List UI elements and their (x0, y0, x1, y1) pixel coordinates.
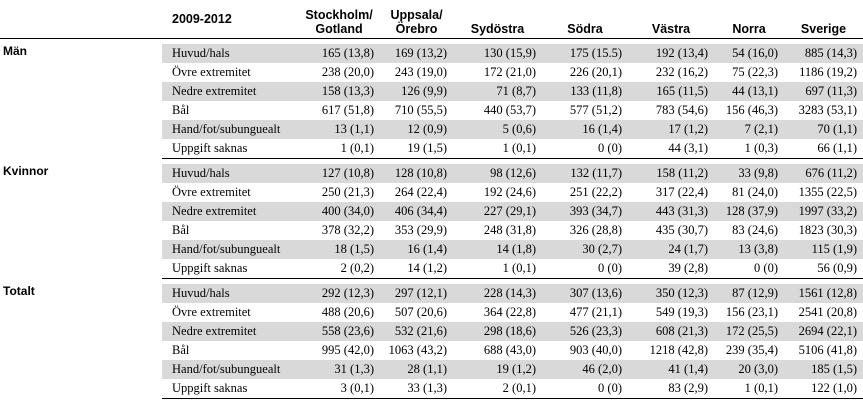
group-label: Män (3, 44, 27, 58)
value-cell: 1823 (30,3) (798, 223, 857, 237)
value-cell: 165 (11,5) (628, 82, 714, 101)
value-cell: 228 (14,3) (453, 284, 542, 303)
value-cell: 18 (1,5) (298, 240, 380, 259)
value-cell: 617 (51,8) (321, 103, 374, 117)
value-cell: 353 (29,9) (394, 223, 447, 237)
row-label: Uppgift saknas (162, 259, 298, 278)
value-cell: 5106 (41,8) (798, 343, 857, 357)
value-cell: 46 (2,0) (542, 360, 628, 379)
value-cell: 14 (1,2) (380, 259, 453, 278)
value-cell: 239 (35,4) (725, 343, 778, 357)
region-header: Västra (651, 21, 691, 36)
value-cell: 19 (1,2) (453, 360, 542, 379)
value-cell: 158 (13,3) (298, 82, 380, 101)
value-cell: 250 (21,3) (321, 185, 374, 199)
value-cell: 435 (30,7) (655, 223, 708, 237)
corner-cell (0, 0, 162, 38)
value-cell: 132 (11,7) (542, 164, 628, 183)
value-cell: 364 (22,8) (483, 305, 536, 319)
value-cell: 126 (9,9) (380, 82, 453, 101)
value-cell: 7 (2,1) (714, 120, 784, 139)
value-cell: 13 (1,1) (298, 120, 380, 139)
value-cell: 20 (3,0) (714, 360, 784, 379)
value-cell: 1 (0,1) (714, 379, 784, 398)
region-header: Sverige (800, 21, 847, 36)
value-cell: 443 (31,3) (628, 202, 714, 221)
row-label: Hand/fot/subunguealt (162, 360, 298, 379)
value-cell: 56 (0,9) (784, 259, 863, 278)
value-cell: 44 (13,1) (714, 82, 784, 101)
value-cell: 251 (22,2) (569, 185, 622, 199)
value-cell: 165 (13,8) (298, 44, 380, 63)
table-row (0, 284, 863, 303)
value-cell: 156 (23,1) (725, 305, 778, 319)
row-label: Huvud/hals (162, 44, 298, 63)
value-cell: 1186 (19,2) (799, 65, 857, 79)
value-cell: 98 (12,6) (453, 164, 542, 183)
row-label: Hand/fot/subunguealt (162, 120, 298, 139)
value-cell: 326 (28,8) (569, 223, 622, 237)
value-cell: 5 (0,6) (453, 120, 542, 139)
region-header: Norra (732, 21, 766, 36)
value-cell: 0 (0) (542, 379, 628, 398)
group-label: Kvinnor (3, 164, 49, 178)
value-cell: 549 (19,3) (655, 305, 708, 319)
value-cell: 1 (0,1) (298, 139, 380, 158)
value-cell: 532 (21,6) (380, 322, 453, 341)
value-cell: 297 (12,1) (380, 284, 453, 303)
value-cell: 1218 (42,8) (649, 343, 708, 357)
value-cell: 0 (0) (542, 139, 628, 158)
value-cell: 87 (12,9) (714, 284, 784, 303)
value-cell: 44 (3,1) (628, 139, 714, 158)
value-cell: 3283 (53,1) (798, 103, 857, 117)
value-cell: 17 (1,2) (628, 120, 714, 139)
value-cell: 507 (20,6) (394, 305, 447, 319)
value-cell: 697 (11,3) (784, 82, 863, 101)
value-cell: 16 (1,4) (542, 120, 628, 139)
group-label: Totalt (3, 284, 35, 298)
value-cell: 688 (43,0) (483, 343, 536, 357)
value-cell: 192 (24,6) (483, 185, 536, 199)
value-cell: 676 (11,2) (784, 164, 863, 183)
value-cell: 1 (0,1) (453, 259, 542, 278)
value-cell: 2 (0,2) (298, 259, 380, 278)
row-label: Bål (172, 223, 190, 237)
value-cell: 185 (1,5) (784, 360, 863, 379)
value-cell: 31 (1,3) (298, 360, 380, 379)
value-cell: 16 (1,4) (380, 240, 453, 259)
row-label: Nedre extremitet (162, 202, 298, 221)
value-cell: 122 (1,0) (784, 379, 863, 398)
value-cell: 130 (15,9) (453, 44, 542, 63)
value-cell: 226 (20,1) (569, 65, 622, 79)
value-cell: 1 (0,3) (714, 139, 784, 158)
value-cell: 192 (13,4) (628, 44, 714, 63)
value-cell: 227 (29,1) (453, 202, 542, 221)
value-cell: 54 (16,0) (714, 44, 784, 63)
value-cell: 128 (10,8) (380, 164, 453, 183)
value-cell: 2694 (22,1) (784, 322, 863, 341)
region-header: Sydöstra (470, 21, 525, 36)
value-cell: 350 (12,3) (628, 284, 714, 303)
region-header: Södra (567, 21, 603, 36)
region-header: Uppsala/ Örebro (390, 7, 443, 36)
period-header: 2009-2012 (172, 11, 232, 26)
value-cell: 577 (51,2) (569, 103, 622, 117)
value-cell: 477 (21,1) (569, 305, 622, 319)
value-cell: 175 (15.5) (542, 44, 628, 63)
value-cell: 232 (16,2) (655, 65, 708, 79)
value-cell: 33 (1,3) (380, 379, 453, 398)
value-cell: 558 (23,6) (298, 322, 380, 341)
value-cell: 127 (10,8) (298, 164, 380, 183)
value-cell: 243 (19,0) (394, 65, 447, 79)
value-cell: 317 (22,4) (655, 185, 708, 199)
value-cell: 172 (21,0) (483, 65, 536, 79)
row-label: Bål (172, 103, 190, 117)
value-cell: 903 (40,0) (569, 343, 622, 357)
value-cell: 156 (46,3) (725, 103, 778, 117)
value-cell: 115 (1,9) (784, 240, 863, 259)
value-cell: 526 (23,3) (542, 322, 628, 341)
value-cell: 83 (24,6) (732, 223, 778, 237)
value-cell: 238 (20,0) (321, 65, 374, 79)
value-cell: 13 (3,8) (714, 240, 784, 259)
value-cell: 3 (0,1) (298, 379, 380, 398)
value-cell: 608 (21,3) (628, 322, 714, 341)
value-cell: 169 (13,2) (380, 44, 453, 63)
value-cell: 298 (18,6) (453, 322, 542, 341)
value-cell: 307 (13,6) (542, 284, 628, 303)
value-cell: 12 (0,9) (380, 120, 453, 139)
header-row (0, 0, 863, 38)
value-cell: 0 (0) (714, 259, 784, 278)
value-cell: 33 (9,8) (714, 164, 784, 183)
value-cell: 1997 (33,2) (784, 202, 863, 221)
row-label: Huvud/hals (162, 164, 298, 183)
value-cell: 83 (2,9) (628, 379, 714, 398)
value-cell: 783 (54,6) (655, 103, 708, 117)
table-row (0, 44, 863, 63)
row-label: Nedre extremitet (162, 82, 298, 101)
region-header: Stockholm/ Gotland (305, 7, 373, 36)
value-cell: 66 (1,1) (784, 139, 863, 158)
value-cell: 1 (0,1) (453, 139, 542, 158)
row-label: Uppgift saknas (162, 379, 298, 398)
table-row (0, 164, 863, 183)
row-label: Huvud/hals (162, 284, 298, 303)
value-cell: 19 (1,5) (380, 139, 453, 158)
value-cell: 2 (0,1) (453, 379, 542, 398)
value-cell: 292 (12,3) (298, 284, 380, 303)
value-cell: 710 (55,5) (394, 103, 447, 117)
value-cell: 28 (1,1) (380, 360, 453, 379)
row-label: Övre extremitet (172, 65, 251, 79)
value-cell: 488 (20,6) (321, 305, 374, 319)
value-cell: 1561 (12,8) (784, 284, 863, 303)
value-cell: 440 (53,7) (483, 103, 536, 117)
value-cell: 1063 (43,2) (388, 343, 447, 357)
value-cell: 264 (22,4) (394, 185, 447, 199)
value-cell: 393 (34,7) (542, 202, 628, 221)
row-label: Övre extremitet (172, 305, 251, 319)
value-cell: 2541 (20,8) (798, 305, 857, 319)
value-cell: 24 (1,7) (628, 240, 714, 259)
value-cell: 81 (24,0) (732, 185, 778, 199)
value-cell: 406 (34,4) (380, 202, 453, 221)
value-cell: 75 (22,3) (732, 65, 778, 79)
value-cell: 400 (34,0) (298, 202, 380, 221)
value-cell: 39 (2,8) (628, 259, 714, 278)
row-label: Bål (172, 343, 190, 357)
value-cell: 41 (1,4) (628, 360, 714, 379)
value-cell: 1355 (22,5) (798, 185, 857, 199)
value-cell: 71 (8,7) (453, 82, 542, 101)
value-cell: 70 (1,1) (784, 120, 863, 139)
value-cell: 378 (32,2) (321, 223, 374, 237)
value-cell: 30 (2,7) (542, 240, 628, 259)
row-label: Nedre extremitet (162, 322, 298, 341)
value-cell: 128 (37,9) (714, 202, 784, 221)
value-cell: 995 (42,0) (321, 343, 374, 357)
row-label: Uppgift saknas (162, 139, 298, 158)
value-cell: 248 (31,8) (483, 223, 536, 237)
value-cell: 158 (11,2) (628, 164, 714, 183)
value-cell: 885 (14,3) (784, 44, 863, 63)
row-label: Hand/fot/subunguealt (162, 240, 298, 259)
value-cell: 172 (25,5) (714, 322, 784, 341)
value-cell: 133 (11,8) (542, 82, 628, 101)
table-body (0, 38, 863, 398)
value-cell: 14 (1,8) (453, 240, 542, 259)
value-cell: 0 (0) (542, 259, 628, 278)
row-label: Övre extremitet (172, 185, 251, 199)
